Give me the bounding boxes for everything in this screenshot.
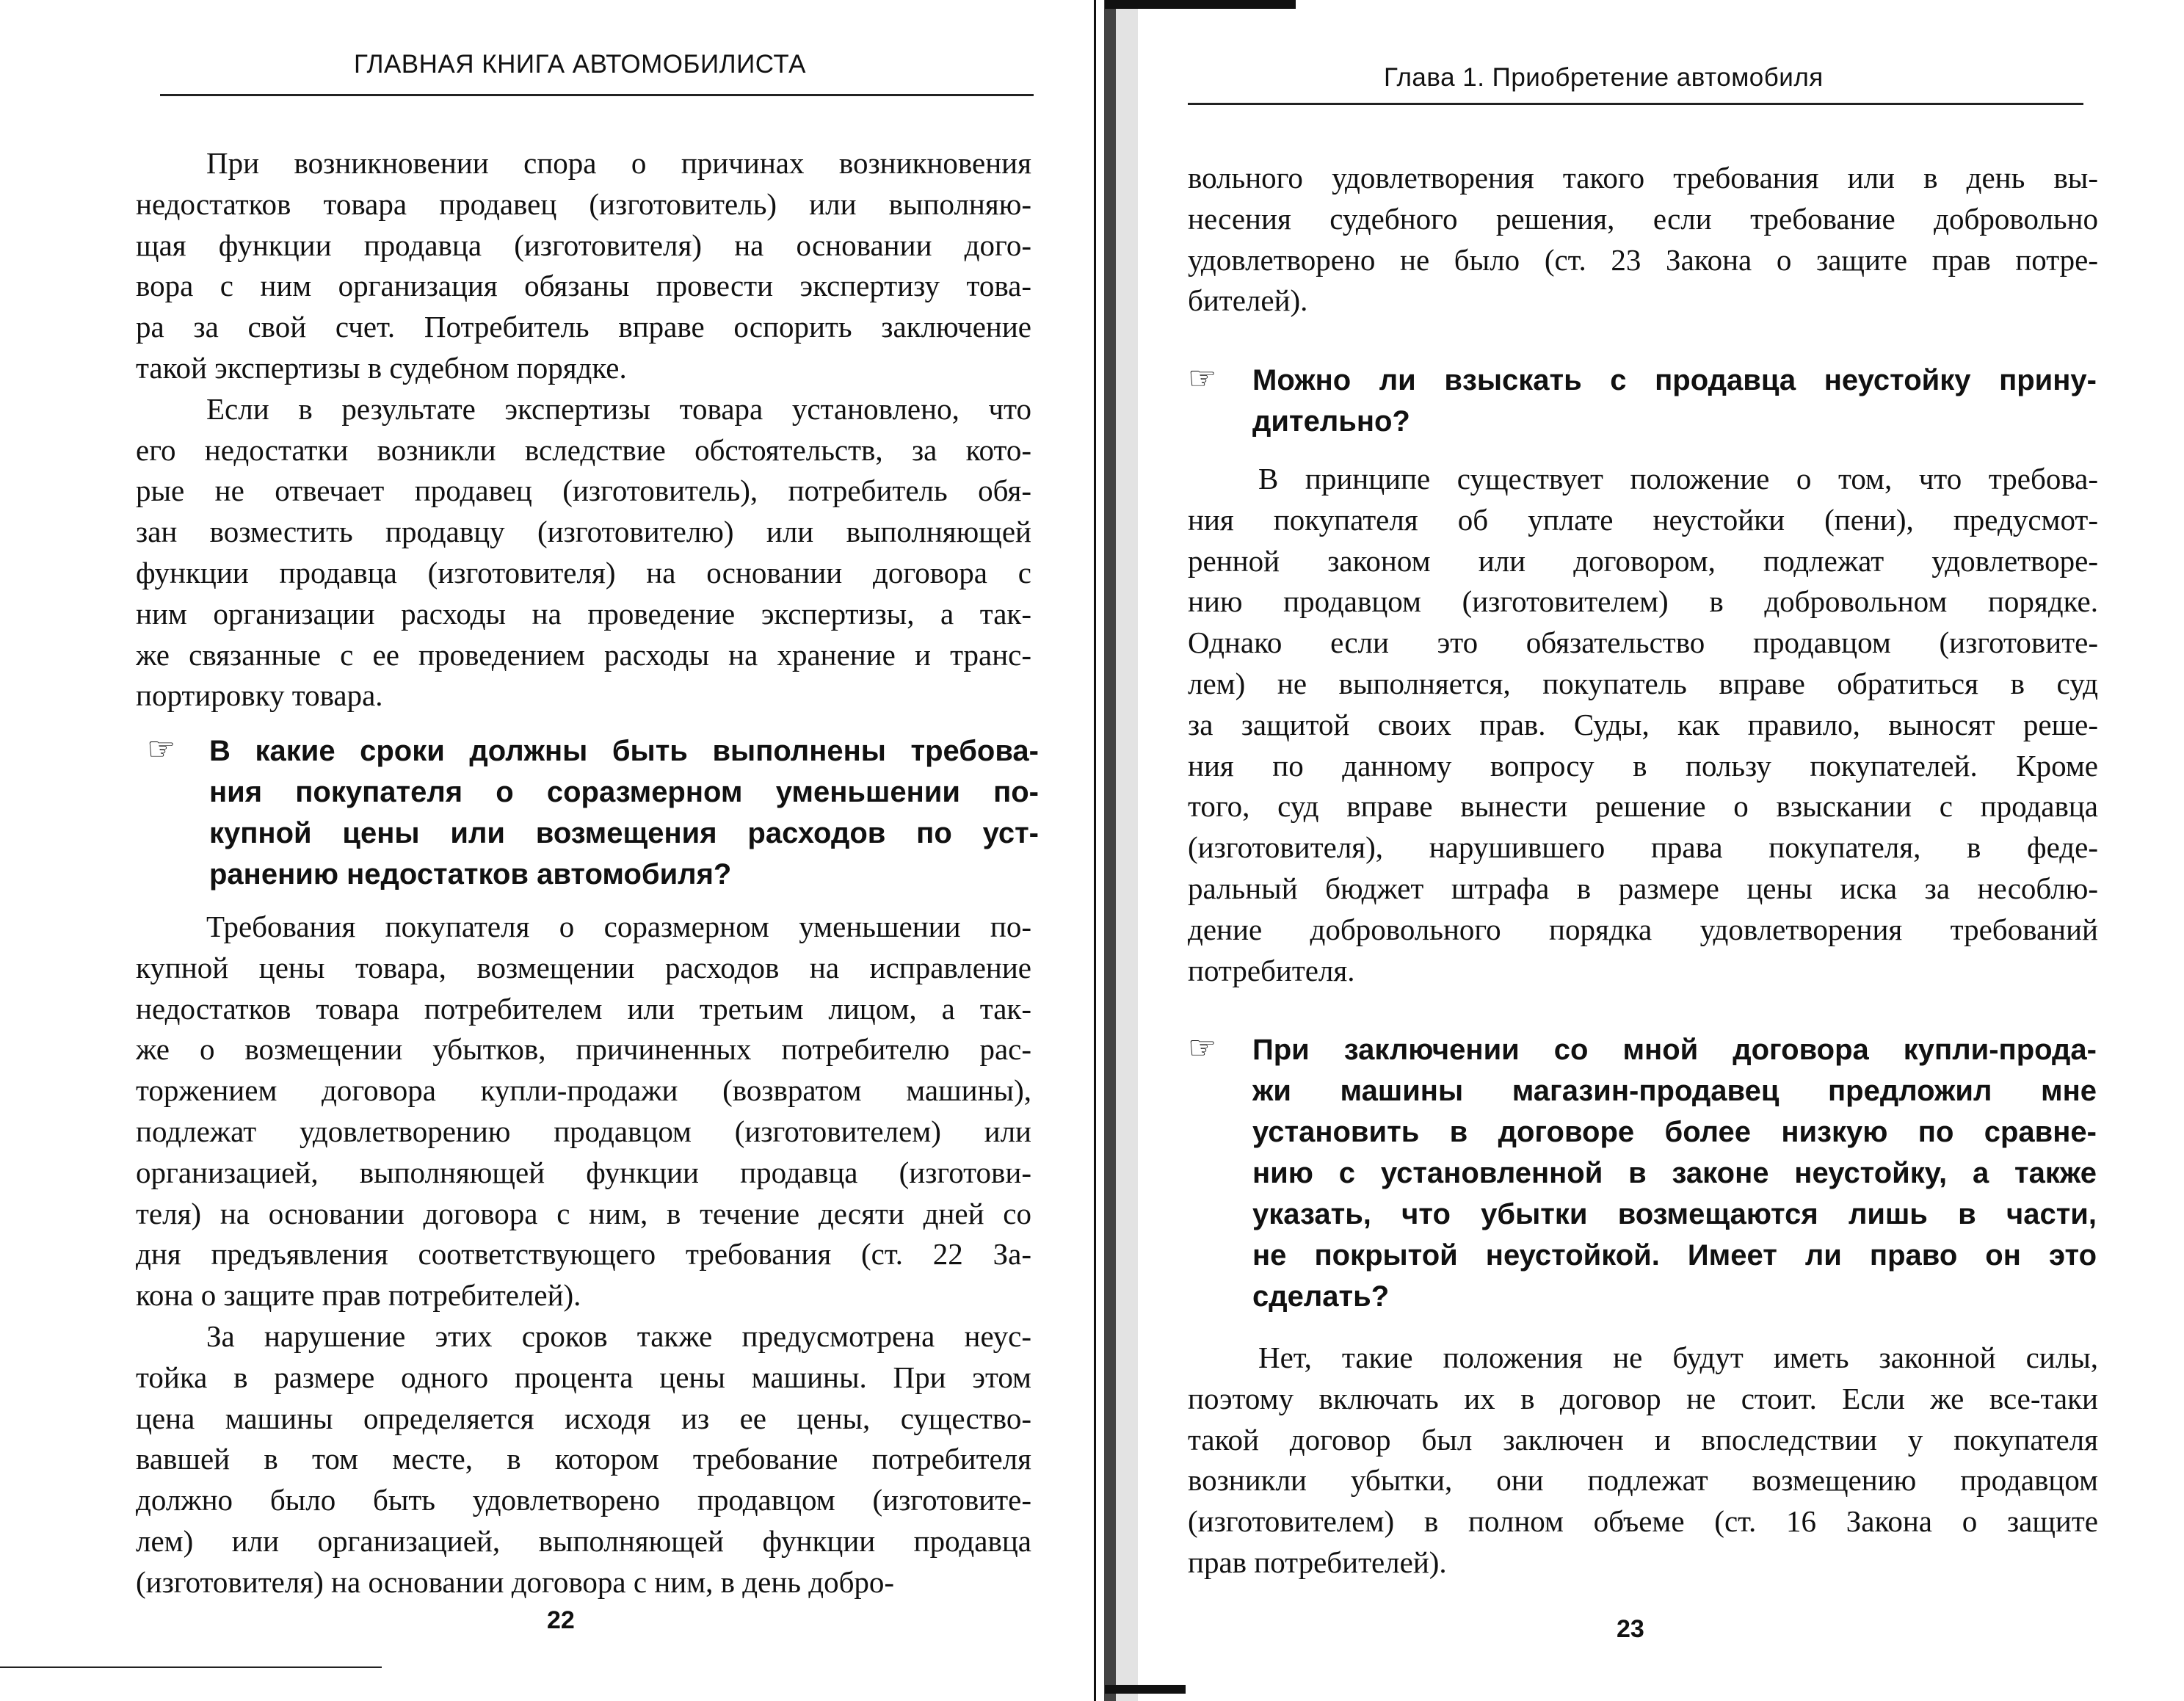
text-line: ния по данному вопросу в пользу покупателей. Кроме [1188, 748, 2098, 783]
text-line: организацией, выполняющей функции продавца (изготови- [136, 1155, 1031, 1189]
body-text-top [1188, 158, 2098, 322]
question-line: сделать? [1252, 1280, 1390, 1313]
text-line: При возникновении спора о причинах возникновения [206, 146, 1031, 180]
text-line: прав потребителей). [1188, 1545, 1447, 1579]
text-line: такой договор был заключен и впоследствии у покупателя [1188, 1422, 2098, 1457]
question-line: нию с установленной в законе неустойку, а также [1252, 1157, 2097, 1189]
page-number: 22 [547, 1606, 575, 1634]
text-line: (изготовителя), нарушившего права покупателя, в феде- [1188, 830, 2098, 865]
running-head: ГЛАВНАЯ КНИГА АВТОМОБИЛИСТА [354, 50, 806, 79]
question-lines [1252, 360, 2098, 442]
text-line: поэтому включать их в договор не стоит. Если же все-таки [1188, 1381, 2098, 1415]
text-line: Нет, такие положения не будут иметь законной силы, [1258, 1341, 2098, 1374]
text-line: щая функции продавца (изготовителя) на основании дого- [136, 228, 1031, 262]
question-line: ния покупателя о соразмерном уменьшении по- [209, 776, 1039, 808]
paragraph [1188, 1338, 2098, 1584]
page-number: 23 [1617, 1615, 1644, 1643]
question-lines [1252, 1029, 2098, 1317]
question-line: Можно ли взыскать с продавца неустойку прину- [1252, 364, 2097, 396]
body-text-bottom [136, 907, 1031, 1603]
question-heading-1 [1188, 360, 2098, 442]
text-line: ним организации расходы на проведение экспертизы, а так- [136, 596, 1031, 631]
question-line: указать, что убытки возмещаются лишь в части, [1252, 1198, 2097, 1230]
question-line: дительно? [1252, 405, 1410, 438]
text-line: кона о защите прав потребителей). [136, 1278, 581, 1313]
running-head: Глава 1. Приобретение автомобиля [1384, 63, 1824, 92]
text-line: его недостатки возникли вследствие обстоятельств, за кото- [136, 432, 1031, 467]
text-line: (изготовителя) на основании договора с ним, в день добро- [136, 1564, 895, 1599]
bottom-scan-rule [0, 1666, 382, 1668]
paragraph [136, 143, 1031, 389]
question-lines [209, 730, 1042, 895]
text-line: вора с ним организация обязаны провести экспертизу това- [136, 269, 1031, 303]
text-line: рые не отвечает продавец (изготовитель), потребитель обя- [136, 474, 1031, 508]
text-line: ренной законом или договором, подлежат удовлетворе- [1188, 543, 2098, 578]
text-line: (изготовителем) в полном объеме (ст. 16 Закона о защите [1188, 1504, 2098, 1539]
text-line: вавшей в том месте, в котором требование потребителя [136, 1442, 1031, 1476]
text-line: купной цены товара, возмещении расходов на исправление [136, 950, 1031, 984]
header-rule [1188, 103, 2083, 105]
question-line: При заключении со мной договора купли-прода- [1252, 1034, 2097, 1066]
paragraph-list [136, 143, 1031, 717]
paragraph [1188, 459, 2098, 991]
text-line: того, суд вправе вынести решение о взыскании с продавца [1188, 789, 2098, 824]
text-line: за защитой своих прав. Суды, как правило, выносят реше- [1188, 707, 2098, 741]
text-line: недостатков товара потребителем или третьим лицом, а так- [136, 991, 1031, 1026]
question-heading-2 [1188, 1029, 2098, 1317]
question-line: купной цены или возмещения расходов по уст- [209, 817, 1039, 849]
text-line: же о возмещении убытков, причиненных потребителю рас- [136, 1032, 1031, 1067]
left-page [0, 0, 1086, 1701]
text-line: дня предъявления соответствующего требования (ст. 22 За- [136, 1237, 1031, 1272]
body-text-middle [1188, 459, 2098, 991]
text-line: же связанные с ее проведением расходы на хранение и транс- [136, 637, 1031, 672]
paragraph [136, 389, 1031, 717]
right-page [1086, 0, 2184, 1701]
text-line: недостатков товара продавец (изготовитель) или выполняю- [136, 186, 1031, 221]
body-text-top [136, 143, 1031, 717]
text-line: Если в результате экспертизы товара установлено, что [206, 391, 1031, 426]
header-rule [160, 94, 1034, 96]
text-line: ра за свой счет. Потребитель вправе оспорить заключение [136, 310, 1031, 344]
question-line: В какие сроки должны быть выполнены требова- [209, 735, 1039, 767]
text-line: дение добровольного порядка удовлетворения требований [1188, 912, 2098, 946]
paragraph-list [136, 907, 1031, 1603]
text-line: возникли убытки, они подлежат возмещению продавцом [1188, 1463, 2098, 1498]
text-line: ральный бюджет штрафа в размере цены иска за несоблю- [1188, 871, 2098, 905]
paragraph [136, 907, 1031, 1316]
text-line: В принципе существует положение о том, что требова- [1258, 462, 2098, 496]
text-line: должно было быть удовлетворено продавцом (изготовите- [136, 1483, 1031, 1517]
text-line: удовлетворено не было (ст. 23 Закона о защите прав потре- [1188, 242, 2098, 277]
text-line: вольного удовлетворения такого требования или в день вы- [1188, 161, 2098, 195]
text-line: лем) или организацией, выполняющей функции продавца [136, 1523, 1031, 1558]
text-line: теля) на основании договора с ним, в течение десяти дней со [136, 1196, 1031, 1230]
text-line: несения судебного решения, если требование добровольно [1188, 201, 2098, 236]
paragraph [1188, 158, 2098, 322]
text-line: подлежат удовлетворению продавцом (изготовителем) или [136, 1114, 1031, 1148]
paragraph-list [1188, 1338, 2098, 1584]
text-line: тойка в размере одного процента цены машины. При этом [136, 1360, 1031, 1394]
text-line: бителей). [1188, 283, 1308, 318]
text-line: торжением договора купли-продажи (возвратом машины), [136, 1073, 1031, 1108]
paragraph-list [1188, 158, 2098, 322]
paragraph-list [1188, 459, 2098, 991]
text-line: цена машины определяется исходя из ее цены, существо- [136, 1401, 1031, 1435]
text-line: За нарушение этих сроков также предусмотрена неус- [206, 1319, 1031, 1353]
text-line: ния покупателя об уплате неустойки (пени), предусмот- [1188, 502, 2098, 537]
text-line: зан возместить продавцу (изготовителю) или выполняющей [136, 515, 1031, 549]
text-line: Однако если это обязательство продавцом (изготовите- [1188, 625, 2098, 660]
pointing-hand-icon: ☞ [1188, 1029, 1217, 1067]
text-line: лем) не выполняется, покупатель вправе обратиться в суд [1188, 666, 2098, 700]
text-line: такой экспертизы в судебном порядке. [136, 350, 627, 385]
question-line: жи машины магазин-продавец предложил мне [1252, 1075, 2097, 1107]
pointing-hand-icon: ☞ [147, 730, 176, 768]
text-line: функции продавца (изготовителя) на основании договора с [136, 555, 1031, 590]
text-line: потребителя. [1188, 953, 1355, 987]
text-line: Требования покупателя о соразмерном уменьшении по- [206, 910, 1031, 943]
paragraph [136, 1316, 1031, 1603]
text-line: нию продавцом (изготовителем) в добровольном порядке. [1188, 584, 2098, 619]
body-text-bottom [1188, 1338, 2098, 1584]
question-line: не покрытой неустойкой. Имеет ли право он это [1252, 1239, 2097, 1272]
question-heading [147, 730, 1042, 895]
pointing-hand-icon: ☞ [1188, 360, 1217, 397]
text-line: портировку товара. [136, 678, 383, 713]
question-line: установить в договоре более низкую по сравне- [1252, 1116, 2097, 1148]
question-line: ранению недостатков автомобиля? [209, 858, 732, 891]
